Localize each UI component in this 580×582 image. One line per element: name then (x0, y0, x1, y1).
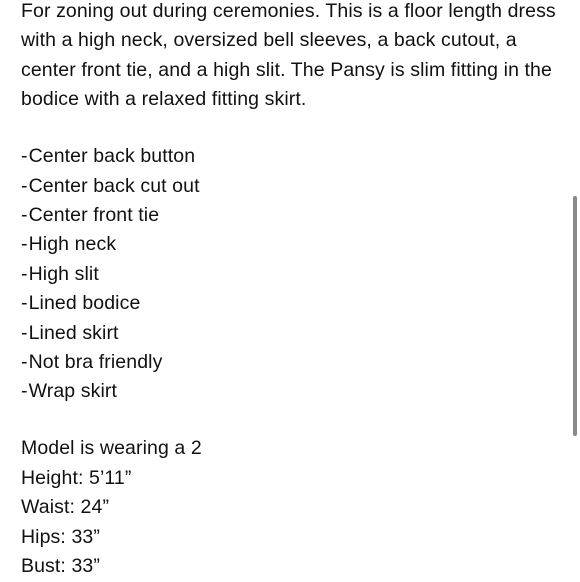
model-size: Model is wearing a 2 (21, 437, 202, 460)
feature-text: Center back cut out (28, 174, 200, 197)
feature-item (21, 142, 569, 171)
feature-item (21, 260, 569, 289)
feature-text: Lined skirt (28, 321, 119, 344)
bullet-dash: - (21, 204, 28, 227)
model-bust: Bust: 33” (21, 555, 100, 578)
bullet-dash: - (21, 292, 28, 315)
feature-text: Center front tie (28, 204, 160, 227)
section-spacer (21, 115, 569, 143)
bullet-dash: - (21, 380, 28, 403)
feature-item (21, 289, 569, 318)
bullet-dash: - (21, 262, 28, 285)
feature-text: Wrap skirt (28, 380, 117, 403)
model-waist: Waist: 24” (21, 496, 110, 519)
feature-text: High slit (28, 262, 99, 285)
feature-item (21, 230, 569, 259)
feature-item (21, 172, 569, 201)
feature-text: Center back button (28, 145, 196, 168)
bullet-dash: - (21, 351, 28, 374)
model-hips: Hips: 33” (21, 525, 100, 548)
description-paragraph: For zoning out during ceremonies. This is a floor length dress with a high neck, oversized bell sleeves, a back cutout, a center front tie, and a high slit. The Pansy is slim fitting in the bodice with a relaxed fitting skirt. (21, 0, 556, 111)
bullet-dash: - (21, 233, 28, 256)
model-height: Height: 5’11” (21, 466, 132, 489)
product-description (21, 0, 569, 582)
feature-text: Not bra friendly (28, 351, 163, 374)
feature-item (21, 319, 569, 348)
bullet-dash: - (21, 321, 28, 344)
feature-item (21, 201, 569, 230)
feature-item (21, 377, 569, 406)
feature-list (21, 142, 569, 407)
vertical-scrollbar[interactable] (571, 0, 580, 580)
section-spacer (21, 407, 569, 435)
feature-text: High neck (28, 233, 117, 256)
bullet-dash: - (21, 174, 28, 197)
bullet-dash: - (21, 145, 28, 168)
scrollbar-thumb[interactable] (573, 196, 577, 436)
model-measurements (21, 434, 569, 581)
feature-text: Lined bodice (28, 292, 141, 315)
feature-item (21, 348, 569, 377)
